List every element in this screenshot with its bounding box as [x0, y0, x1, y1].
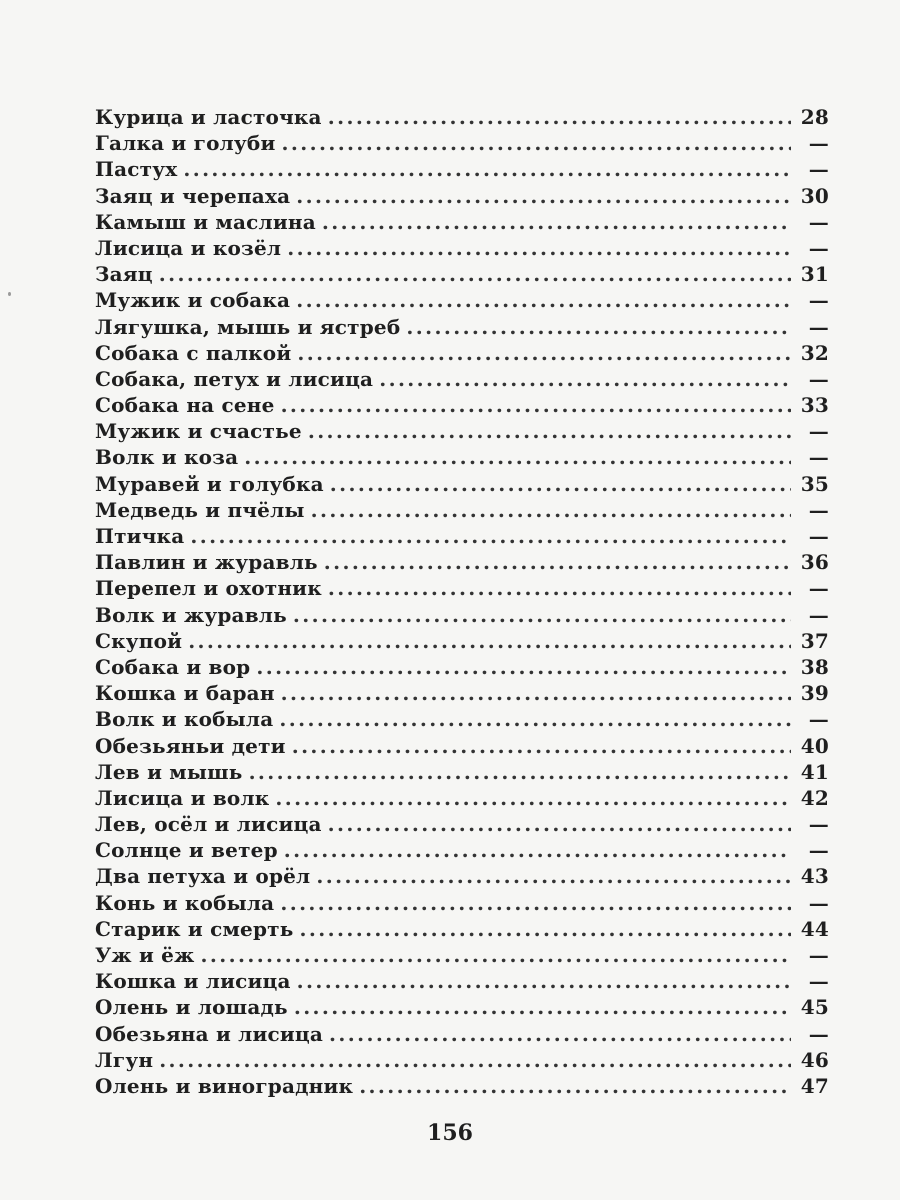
- toc-entry-page: 37: [800, 628, 829, 653]
- toc-entry: [95, 1021, 829, 1047]
- toc-entry-page: —: [808, 576, 829, 601]
- toc-entry: [95, 523, 829, 549]
- dot-leader: [300, 916, 791, 942]
- toc-entry-title: Олень и лошадь: [95, 995, 288, 1020]
- toc-entry-page: —: [808, 209, 829, 234]
- toc-entry-title: Лягушка, мышь и ястреб: [95, 314, 401, 339]
- dot-leader: [330, 471, 791, 497]
- toc-entry-page: 42: [800, 785, 829, 810]
- toc-entry-title: Волк и журавль: [95, 602, 287, 627]
- dot-leader: [406, 314, 791, 340]
- toc-entry-page: —: [808, 497, 829, 522]
- toc-entry: [95, 916, 829, 942]
- toc-entry: [95, 183, 829, 209]
- dot-leader: [249, 759, 791, 785]
- toc-entry-title: Птичка: [95, 524, 185, 548]
- dot-leader: [297, 340, 791, 366]
- toc-entry: [95, 287, 829, 313]
- dot-leader: [275, 785, 791, 811]
- toc-entry-title: Заяц и черепаха: [95, 183, 291, 208]
- toc-entry-title: Павлин и журавль: [95, 550, 318, 575]
- toc-entry-page: 35: [800, 471, 829, 496]
- toc-entry-page: 30: [800, 183, 829, 208]
- toc-entry: [95, 706, 829, 732]
- toc-entry: [95, 130, 829, 156]
- dot-leader: [294, 994, 791, 1020]
- table-of-contents: [95, 104, 829, 1099]
- toc-entry: [95, 444, 829, 470]
- toc-entry: [95, 418, 829, 444]
- toc-entry: [95, 759, 829, 785]
- toc-entry-title: Лисица и козёл: [95, 235, 282, 260]
- toc-entry: [95, 942, 829, 968]
- toc-entry-title: Олень и виноградник: [95, 1073, 354, 1098]
- dot-leader: [282, 130, 791, 156]
- dot-leader: [190, 523, 791, 549]
- toc-entry-title: Обезьяна и лисица: [95, 1021, 324, 1046]
- toc-entry-page: 31: [800, 262, 829, 287]
- toc-entry-title: Курица и ласточка: [95, 105, 322, 129]
- toc-entry-page: —: [808, 157, 829, 182]
- toc-entry-page: 38: [800, 654, 829, 679]
- toc-entry-title: Два петуха и орёл: [95, 864, 311, 889]
- toc-entry-page: —: [808, 131, 829, 156]
- toc-entry: [95, 549, 829, 575]
- dot-leader: [329, 1021, 791, 1047]
- dot-leader: [292, 733, 791, 759]
- toc-entry: [95, 156, 829, 182]
- dot-leader: [159, 261, 791, 287]
- toc-entry-title: Собака и вор: [95, 654, 251, 679]
- dot-leader: [280, 890, 791, 916]
- scan-speck: [8, 292, 11, 296]
- toc-entry-page: —: [808, 235, 829, 260]
- toc-entry: [95, 261, 829, 287]
- toc-entry-page: —: [808, 366, 829, 391]
- dot-leader: [322, 209, 791, 235]
- toc-entry: [95, 602, 829, 628]
- dot-leader: [308, 418, 791, 444]
- dot-leader: [296, 287, 791, 313]
- toc-entry-page: 46: [800, 1047, 829, 1072]
- toc-entry-page: 33: [800, 393, 829, 418]
- toc-entry: [95, 811, 829, 837]
- toc-entry-page: —: [808, 838, 829, 863]
- dot-leader: [296, 183, 791, 209]
- toc-entry-title: Камыш и маслина: [95, 209, 316, 234]
- toc-entry-page: 39: [800, 681, 829, 706]
- toc-entry: [95, 575, 829, 601]
- toc-entry-title: Обезьяньи дети: [95, 733, 286, 758]
- dot-leader: [328, 811, 791, 837]
- toc-entry-title: Старик и смерть: [95, 916, 294, 941]
- dot-leader: [159, 1047, 791, 1073]
- toc-entry-title: Перепел и охотник: [95, 576, 322, 601]
- toc-entry-page: 32: [800, 340, 829, 365]
- toc-entry-title: Лев и мышь: [95, 759, 243, 784]
- toc-entry: [95, 314, 829, 340]
- toc-entry-title: Заяц: [95, 262, 153, 287]
- dot-leader: [328, 104, 791, 130]
- dot-leader: [287, 235, 791, 261]
- toc-entry-title: Муравей и голубка: [95, 471, 324, 496]
- dot-leader: [281, 392, 791, 418]
- page-number: 156: [427, 1120, 473, 1146]
- toc-entry-page: 36: [800, 550, 829, 575]
- toc-entry-page: —: [808, 943, 829, 967]
- toc-entry-title: Кошка и баран: [95, 681, 275, 706]
- toc-entry-title: Скупой: [95, 628, 183, 653]
- toc-entry: [95, 994, 829, 1020]
- toc-entry: [95, 837, 829, 863]
- dot-leader: [316, 863, 791, 889]
- toc-entry-page: —: [808, 524, 829, 548]
- dot-leader: [256, 654, 791, 680]
- toc-entry-title: Уж и ёж: [95, 943, 195, 967]
- toc-entry: [95, 392, 829, 418]
- toc-entry-title: Лисица и волк: [95, 785, 270, 810]
- toc-entry-page: —: [808, 812, 829, 837]
- toc-entry-page: 44: [800, 916, 829, 941]
- toc-entry-title: Лгун: [95, 1047, 154, 1072]
- toc-entry-title: Конь и кобыла: [95, 890, 275, 915]
- toc-entry-title: Лев, осёл и лисица: [95, 812, 322, 837]
- dot-leader: [244, 444, 791, 470]
- toc-entry-page: —: [808, 314, 829, 339]
- toc-entry-title: Галка и голуби: [95, 131, 276, 156]
- dot-leader: [359, 1073, 791, 1099]
- toc-entry-page: —: [808, 602, 829, 627]
- toc-entry-title: Солнце и ветер: [95, 838, 278, 863]
- dot-leader: [281, 680, 791, 706]
- toc-entry: [95, 733, 829, 759]
- toc-entry-page: 47: [800, 1073, 829, 1098]
- toc-entry: [95, 471, 829, 497]
- toc-entry: [95, 209, 829, 235]
- dot-leader: [311, 497, 791, 523]
- toc-entry-page: 45: [800, 995, 829, 1020]
- toc-entry-title: Собака на сене: [95, 393, 275, 418]
- toc-entry: [95, 628, 829, 654]
- dot-leader: [201, 942, 791, 968]
- dot-leader: [379, 366, 791, 392]
- toc-entry-page: —: [808, 890, 829, 915]
- toc-entry-title: Волк и коза: [95, 445, 239, 470]
- toc-entry: [95, 654, 829, 680]
- toc-entry: [95, 366, 829, 392]
- toc-entry-title: Пастух: [95, 157, 178, 182]
- toc-entry-title: Мужик и счастье: [95, 419, 302, 444]
- dot-leader: [284, 837, 791, 863]
- toc-entry: [95, 785, 829, 811]
- toc-entry-page: —: [808, 445, 829, 470]
- dot-leader: [188, 628, 791, 654]
- dot-leader: [297, 968, 791, 994]
- toc-entry: [95, 104, 829, 130]
- toc-entry-page: 41: [800, 759, 829, 784]
- toc-entry: [95, 863, 829, 889]
- toc-entry-page: —: [808, 969, 829, 994]
- dot-leader: [293, 602, 791, 628]
- toc-entry: [95, 1073, 829, 1099]
- toc-entry-title: Кошка и лисица: [95, 969, 291, 994]
- toc-entry-page: 43: [800, 864, 829, 889]
- dot-leader: [328, 575, 791, 601]
- toc-entry: [95, 890, 829, 916]
- toc-entry-page: 28: [800, 105, 829, 129]
- toc-entry: [95, 235, 829, 261]
- toc-entry: [95, 968, 829, 994]
- toc-entry-title: Медведь и пчёлы: [95, 497, 305, 522]
- toc-entry-page: —: [808, 1021, 829, 1046]
- toc-entry-title: Волк и кобыла: [95, 707, 274, 732]
- toc-entry-title: Собака, петух и лисица: [95, 366, 374, 391]
- toc-entry-page: 40: [800, 733, 829, 758]
- toc-entry: [95, 497, 829, 523]
- toc-entry-page: —: [808, 707, 829, 732]
- dot-leader: [324, 549, 791, 575]
- toc-entry: [95, 340, 829, 366]
- toc-entry-title: Собака с палкой: [95, 340, 292, 365]
- dot-leader: [183, 156, 791, 182]
- toc-entry-title: Мужик и собака: [95, 288, 291, 313]
- dot-leader: [279, 706, 791, 732]
- toc-entry: [95, 680, 829, 706]
- toc-entry-page: —: [808, 419, 829, 444]
- toc-entry: [95, 1047, 829, 1073]
- toc-entry-page: —: [808, 288, 829, 313]
